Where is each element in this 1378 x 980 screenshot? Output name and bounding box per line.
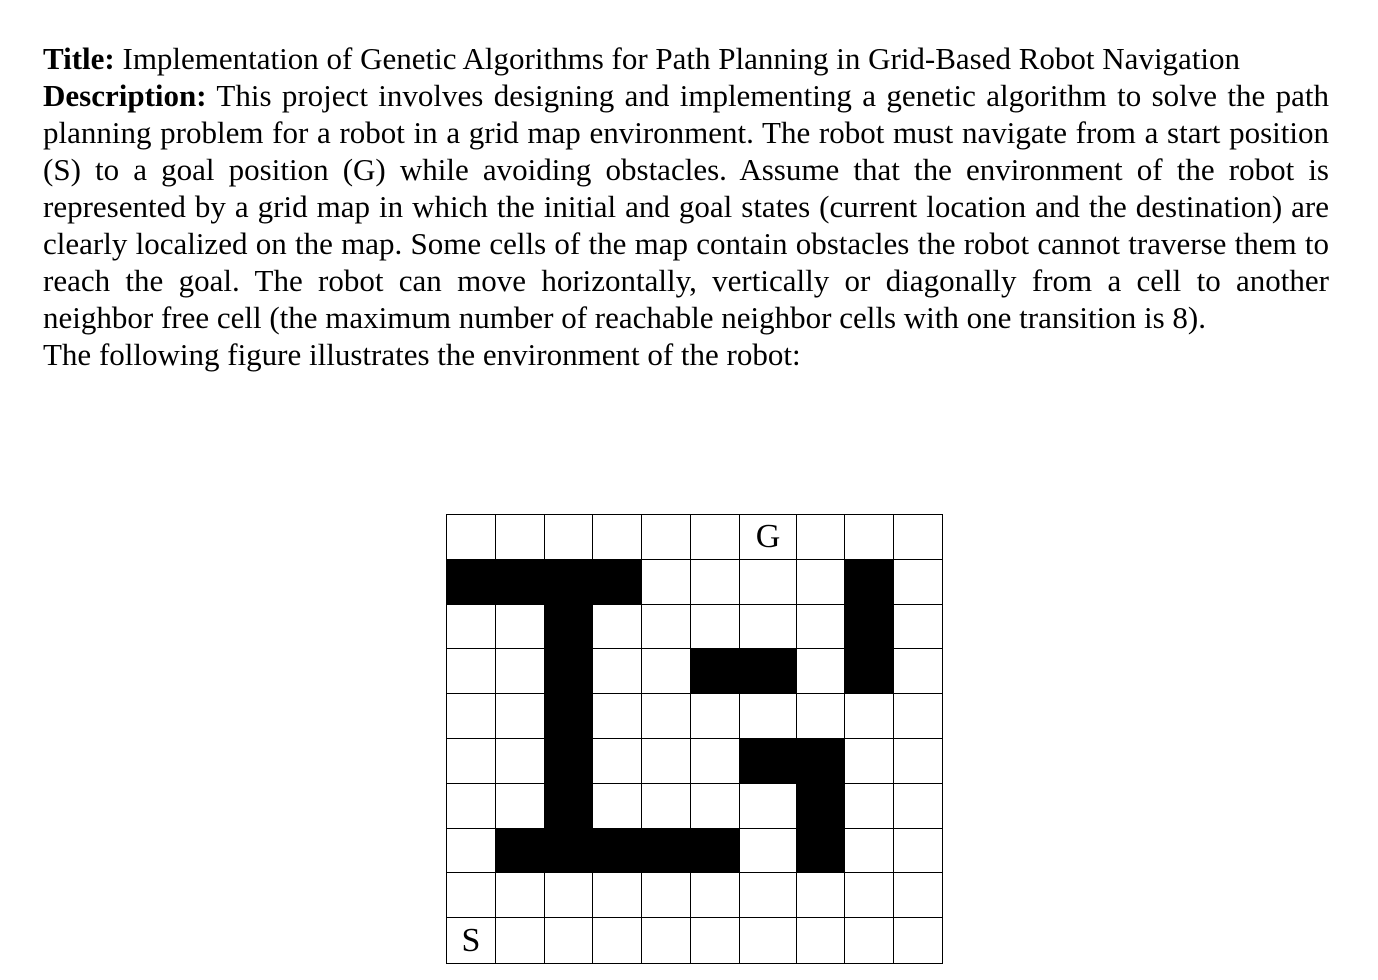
free-cell <box>642 918 691 963</box>
free-cell <box>894 605 942 650</box>
free-cell <box>894 784 942 829</box>
free-cell <box>496 515 545 560</box>
obstacle-cell <box>447 560 496 605</box>
free-cell <box>845 829 894 874</box>
free-cell <box>894 515 942 560</box>
obstacle-cell <box>496 560 545 605</box>
free-cell <box>642 515 691 560</box>
free-cell <box>447 649 496 694</box>
obstacle-cell <box>740 739 797 784</box>
free-cell <box>593 515 642 560</box>
free-cell <box>447 829 496 874</box>
free-cell <box>593 873 642 918</box>
free-cell <box>894 560 942 605</box>
obstacle-cell <box>545 694 593 739</box>
free-cell <box>496 873 545 918</box>
free-cell <box>593 784 642 829</box>
free-cell <box>593 739 642 784</box>
free-cell <box>691 605 740 650</box>
grid-map-figure <box>446 514 943 964</box>
title-text: Implementation of Genetic Algorithms for Path Planning in Grid-Based Robot Navigation <box>114 41 1241 76</box>
free-cell <box>447 515 496 560</box>
obstacle-cell <box>593 560 642 605</box>
free-cell <box>894 829 942 874</box>
free-cell <box>496 649 545 694</box>
obstacle-cell <box>691 649 740 694</box>
free-cell <box>845 694 894 739</box>
free-cell <box>894 649 942 694</box>
obstacle-cell <box>545 649 593 694</box>
free-cell <box>740 694 797 739</box>
grid-map <box>446 514 943 964</box>
free-cell <box>642 784 691 829</box>
free-cell <box>797 515 845 560</box>
obstacle-cell <box>545 605 593 650</box>
free-cell <box>894 739 942 784</box>
description-paragraph <box>43 77 1329 336</box>
free-cell <box>797 694 845 739</box>
description-label: Description: <box>43 78 207 113</box>
free-cell <box>496 694 545 739</box>
obstacle-cell <box>797 739 845 784</box>
document-body <box>43 40 1329 373</box>
obstacle-cell <box>797 829 845 874</box>
free-cell <box>845 873 894 918</box>
free-cell <box>642 694 691 739</box>
figure-intro: The following figure illustrates the environment of the robot: <box>43 337 801 372</box>
free-cell <box>447 784 496 829</box>
free-cell <box>797 649 845 694</box>
obstacle-cell <box>797 784 845 829</box>
obstacle-cell <box>545 739 593 784</box>
free-cell <box>545 515 593 560</box>
free-cell <box>740 918 797 963</box>
free-cell <box>691 739 740 784</box>
free-cell <box>496 739 545 784</box>
free-cell <box>642 560 691 605</box>
free-cell <box>496 605 545 650</box>
free-cell <box>447 605 496 650</box>
obstacle-cell <box>496 829 545 874</box>
free-cell <box>797 918 845 963</box>
free-cell <box>447 873 496 918</box>
title-label: Title: <box>43 41 115 76</box>
free-cell <box>845 739 894 784</box>
free-cell <box>740 873 797 918</box>
free-cell <box>797 605 845 650</box>
obstacle-cell <box>845 605 894 650</box>
free-cell <box>894 918 942 963</box>
free-cell <box>691 918 740 963</box>
free-cell <box>845 515 894 560</box>
free-cell <box>593 694 642 739</box>
free-cell <box>691 560 740 605</box>
free-cell <box>691 784 740 829</box>
free-cell <box>545 873 593 918</box>
goal-cell: G <box>740 515 797 560</box>
free-cell <box>845 918 894 963</box>
obstacle-cell <box>740 649 797 694</box>
description-text: This project involves designing and implementing a genetic algorithm to solve the path planning problem for a robot in a grid map environment. The robot must navigate from a start position (S) to a goal position (G) while avoiding obstacles. Assume that the environment of the robot is represented by a grid map in which the initial and goal states (current location and the destination) are clearly localized on the map. Some cells of the map contain obstacles the robot cannot traverse them to reach the goal. The robot can move horizontally, vertically or diagonally from a cell to another neighbor free cell (the maximum number of reachable neighbor cells with one transition is 8). <box>43 78 1329 335</box>
free-cell <box>447 694 496 739</box>
obstacle-cell <box>593 829 642 874</box>
free-cell <box>642 873 691 918</box>
free-cell <box>593 918 642 963</box>
obstacle-cell <box>545 829 593 874</box>
free-cell <box>691 873 740 918</box>
free-cell <box>894 873 942 918</box>
free-cell <box>740 829 797 874</box>
free-cell <box>496 918 545 963</box>
free-cell <box>691 694 740 739</box>
free-cell <box>642 649 691 694</box>
free-cell <box>496 784 545 829</box>
free-cell <box>845 784 894 829</box>
free-cell <box>642 739 691 784</box>
free-cell <box>740 784 797 829</box>
start-cell: S <box>447 918 496 963</box>
obstacle-cell <box>691 829 740 874</box>
obstacle-cell <box>642 829 691 874</box>
obstacle-cell <box>545 560 593 605</box>
obstacle-cell <box>545 784 593 829</box>
title-paragraph <box>43 40 1329 77</box>
free-cell <box>545 918 593 963</box>
free-cell <box>797 873 845 918</box>
free-cell <box>797 560 845 605</box>
free-cell <box>691 515 740 560</box>
free-cell <box>642 605 691 650</box>
free-cell <box>740 605 797 650</box>
free-cell <box>593 649 642 694</box>
free-cell <box>894 694 942 739</box>
free-cell <box>740 560 797 605</box>
free-cell <box>447 739 496 784</box>
free-cell <box>593 605 642 650</box>
obstacle-cell <box>845 560 894 605</box>
obstacle-cell <box>845 649 894 694</box>
